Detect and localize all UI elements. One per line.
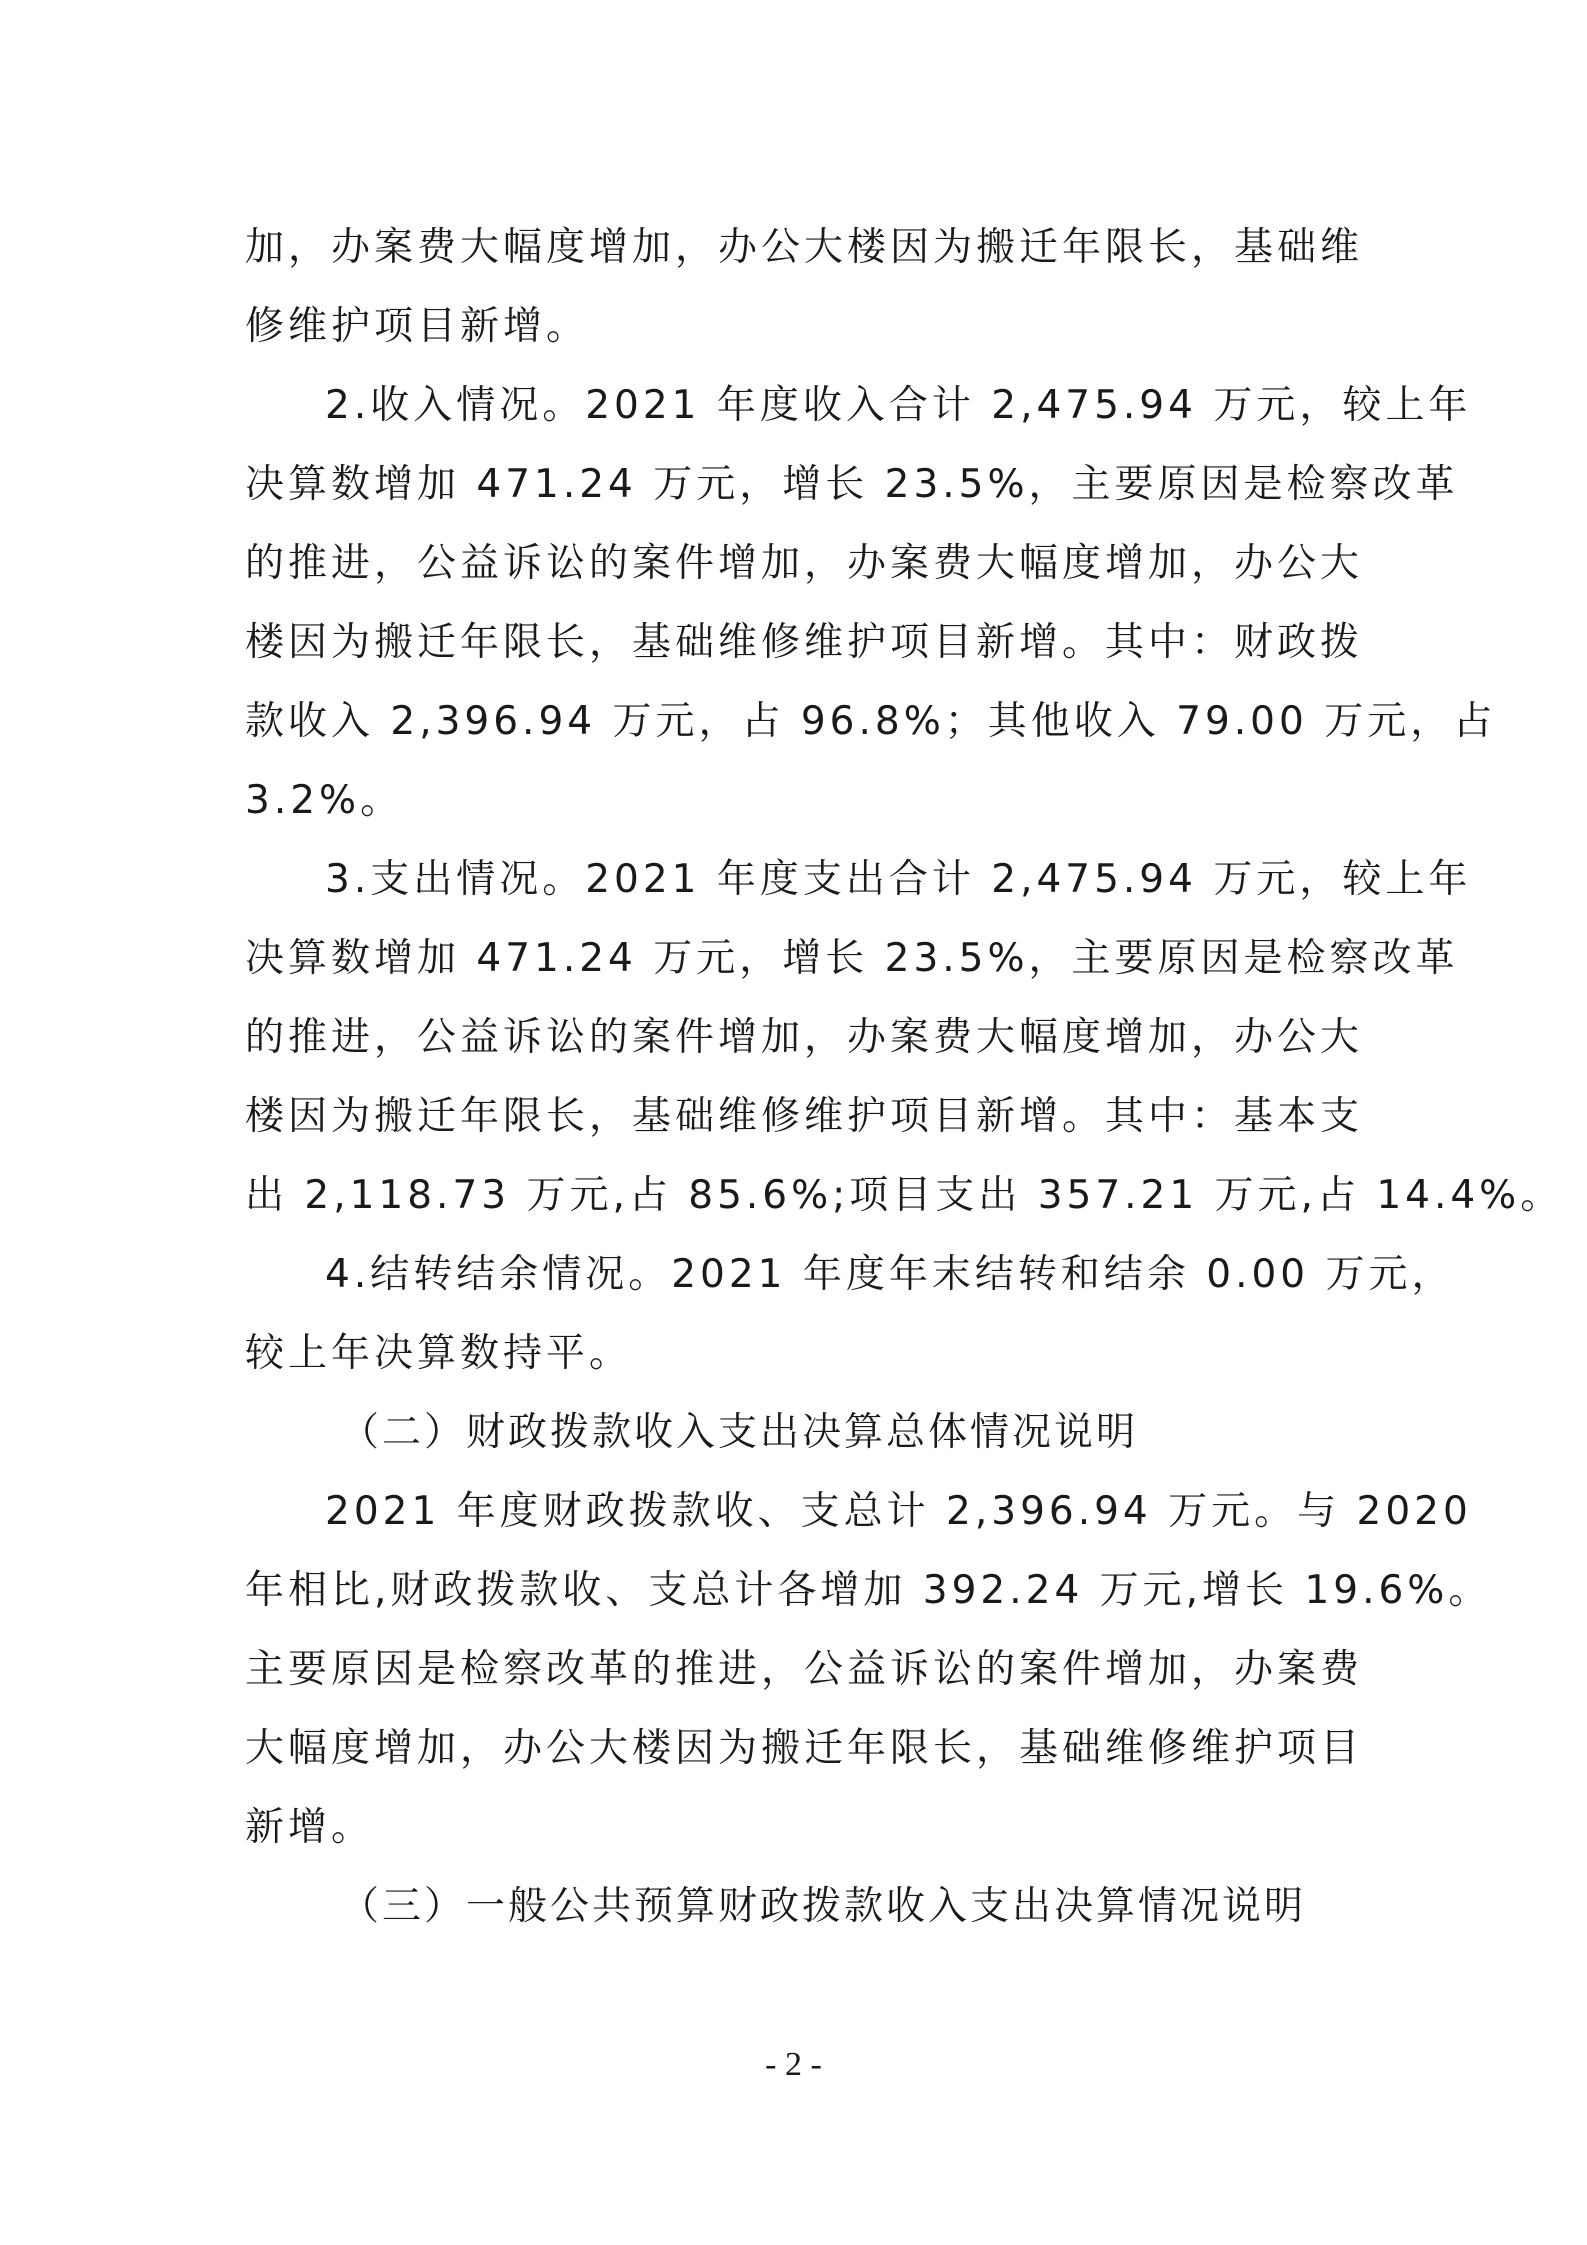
- section-heading: （三）一般公共预算财政拨款收入支出决算情况说明: [340, 1884, 1307, 1929]
- paragraph-line: 主要原因是检察改革的推进，公益诉讼的案件增加，办案费: [245, 1647, 1364, 1692]
- paragraph-line: 加，办案费大幅度增加，办公大楼因为搬迁年限长，基础维: [245, 225, 1364, 270]
- paragraph-line: 楼因为搬迁年限长，基础维修维护项目新增。其中：财政拨: [245, 620, 1364, 665]
- paragraph-line: 决算数增加 471.24 万元，增长 23.5%，主要原因是检察改革: [245, 462, 1459, 507]
- paragraph-line: 2021 年度财政拨款收、支总计 2,396.94 万元。与 2020: [325, 1489, 1472, 1534]
- paragraph-line: 年相比,财政拨款收、支总计各增加 392.24 万元,增长 19.6%。: [245, 1568, 1492, 1613]
- paragraph-line: 的推进，公益诉讼的案件增加，办案费大幅度增加，办公大: [245, 541, 1364, 586]
- paragraph-line: 的推进，公益诉讼的案件增加，办案费大幅度增加，办公大: [245, 1015, 1364, 1060]
- paragraph-line: 决算数增加 471.24 万元，增长 23.5%，主要原因是检察改革: [245, 936, 1459, 981]
- paragraph-line: 新增。: [245, 1805, 375, 1850]
- paragraph-line: 修维护项目新增。: [245, 304, 590, 349]
- paragraph-line: 4.结转结余情况。2021 年度年末结转和结余 0.00 万元，: [325, 1252, 1455, 1297]
- paragraph-line: 较上年决算数持平。: [245, 1331, 633, 1376]
- paragraph-line: 楼因为搬迁年限长，基础维修维护项目新增。其中：基本支: [245, 1094, 1364, 1139]
- paragraph-line: 3.2%。: [245, 778, 404, 823]
- section-heading: （二）财政拨款收入支出决算总体情况说明: [340, 1410, 1139, 1455]
- paragraph-line: 出 2,118.73 万元,占 85.6%;项目支出 357.21 万元,占 14.4%。: [245, 1173, 1564, 1218]
- page-number: - 2 -: [765, 2046, 822, 2083]
- paragraph-line: 款收入 2,396.94 万元，占 96.8%；其他收入 79.00 万元，占: [245, 699, 1497, 744]
- paragraph-line: 2.收入情况。2021 年度收入合计 2,475.94 万元，较上年: [325, 383, 1472, 428]
- paragraph-line: 大幅度增加，办公大楼因为搬迁年限长，基础维修维护项目: [245, 1726, 1364, 1771]
- paragraph-line: 3.支出情况。2021 年度支出合计 2,475.94 万元，较上年: [325, 857, 1472, 902]
